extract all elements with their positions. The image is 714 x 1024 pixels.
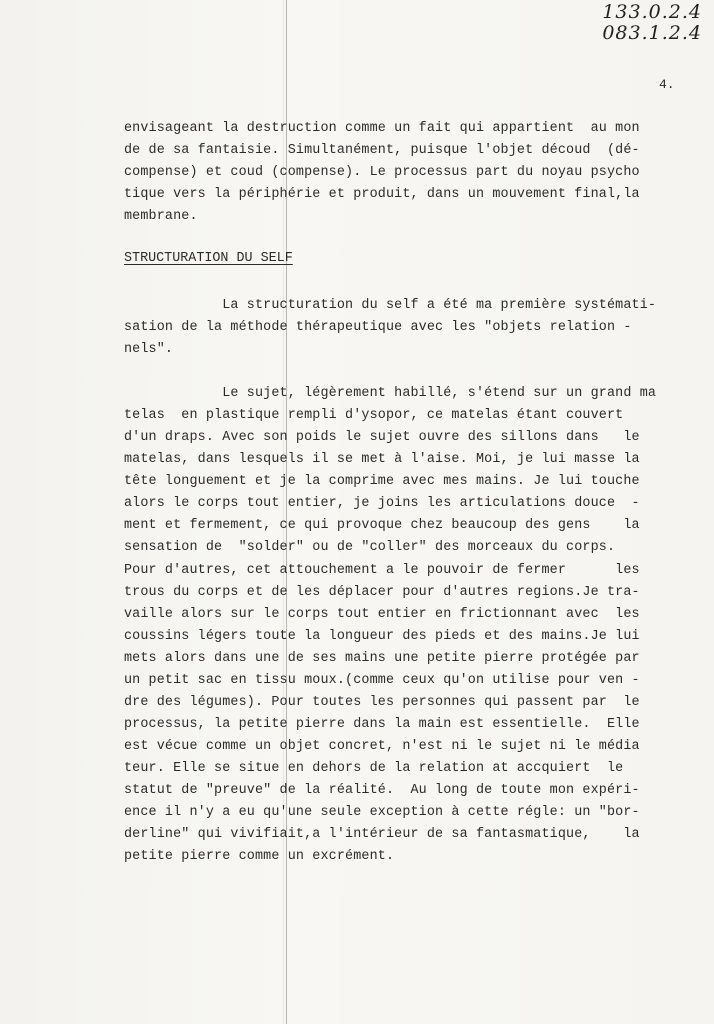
p3-line: coussins légers toute la longueur des pieds et des mains.Je lui	[124, 629, 640, 644]
p1-line: tique vers la périphérie et produit, dans un mouvement final,la	[124, 187, 640, 202]
p3-line: telas en plastique rempli d'ysopor, ce matelas étant couvert	[124, 408, 624, 423]
p3-line: statut de "preuve" de la réalité. Au long de toute mon expéri-	[124, 783, 640, 798]
p3-line: vaille alors sur le corps tout entier en frictionnant avec les	[124, 607, 640, 622]
p3-line: Pour d'autres, cet attouchement a le pouvoir de fermer les	[124, 563, 640, 578]
p3-line: derline" qui vivifiait,a l'intérieur de sa fantasmatique, la	[124, 827, 640, 842]
p3-line: ment et fermement, ce qui provoque chez beaucoup des gens la	[124, 518, 640, 533]
p3-line: petite pierre comme un excrément.	[124, 849, 395, 864]
page-number: 4.	[659, 77, 675, 92]
archive-reference-stamp	[602, 2, 702, 44]
p3-line: alors le corps tout entier, je joins les articulations douce -	[124, 496, 640, 511]
p3-line: matelas, dans lesquels il se met à l'aise. Moi, je lui masse la	[124, 452, 640, 467]
p2-line: La structuration du self a été ma première systémati-	[124, 298, 657, 313]
p1-line: membrane.	[124, 209, 198, 224]
p3-line: mets alors dans une de ses mains une petite pierre protégée par	[124, 651, 640, 666]
p3-line: dre des légumes). Pour toutes les personnes qui passent par le	[124, 695, 640, 710]
p3-line: ence il n'y a eu qu'une seule exception à cette régle: un "bor-	[124, 805, 640, 820]
p3-line: est vécue comme un objet concret, n'est ni le sujet ni le média	[124, 739, 640, 754]
archive-ref-line-1: 133.0.2.4	[602, 1, 702, 23]
p3-line: Le sujet, légèrement habillé, s'étend sur un grand ma	[124, 386, 657, 401]
p2-line: nels".	[124, 342, 174, 357]
p3-line: trous du corps et de les déplacer pour d'autres regions.Je tra-	[124, 585, 640, 600]
p1-line: de de sa fantaisie. Simultanément, puisque l'objet découd (dé-	[124, 143, 640, 158]
section-heading: STRUCTURATION DU SELF	[124, 251, 293, 266]
p3-line: d'un draps. Avec son poids le sujet ouvre des sillons dans le	[124, 430, 640, 445]
p3-line: processus, la petite pierre dans la main est essentielle. Elle	[124, 717, 640, 732]
p3-line: un petit sac en tissu moux.(comme ceux qu'on utilise pour ven -	[124, 673, 640, 688]
p1-line: envisageant la destruction comme un fait qui appartient au mon	[124, 121, 640, 136]
p3-line: tête longuement et je la comprime avec mes mains. Je lui touche	[124, 474, 640, 489]
p3-line: sensation de "solder" ou de "coller" des morceaux du corps.	[124, 540, 616, 555]
archive-ref-line-2: 083.1.2.4	[602, 22, 702, 44]
p3-line: teur. Elle se situe en dehors de la relation at accquiert le	[124, 761, 624, 776]
p1-line: compense) et coud (compense). Le processus part du noyau psycho	[124, 165, 640, 180]
p2-line: sation de la méthode thérapeutique avec les "objets relation -	[124, 320, 632, 335]
